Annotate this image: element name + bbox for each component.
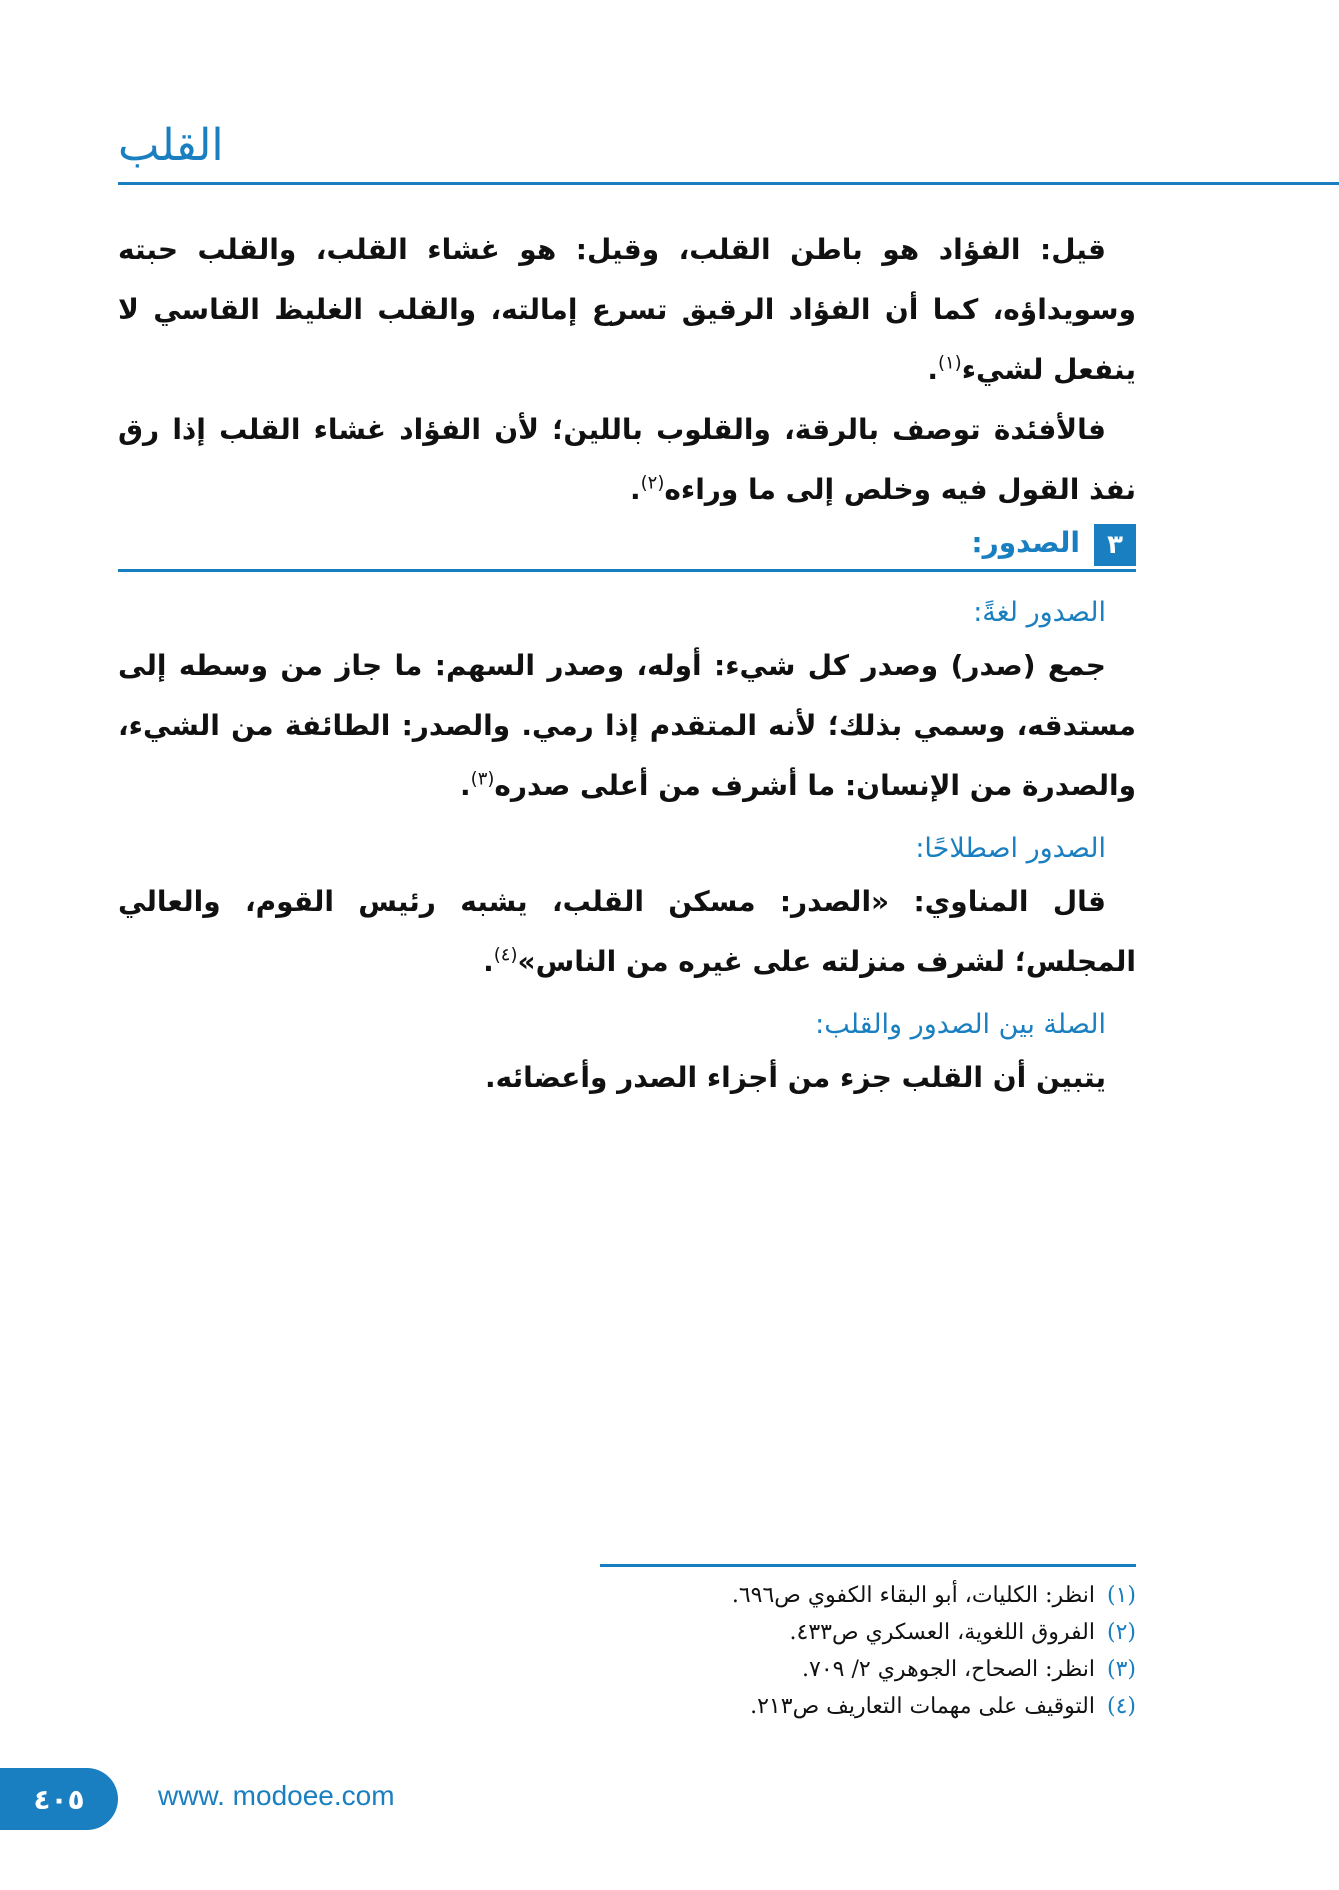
- footnote-text: التوقيف على مهمات التعاريف ص٢١٣.: [750, 1694, 1095, 1719]
- section-rule: [118, 569, 1136, 572]
- page-title: القلب: [118, 120, 224, 171]
- paragraph-3: [118, 636, 1136, 816]
- main-content: [118, 220, 1136, 1108]
- subheading-relation: الصلة بين الصدور والقلب:: [815, 1009, 1106, 1040]
- period: .: [460, 769, 471, 802]
- period: .: [927, 353, 938, 386]
- section-title: الصدور:: [971, 526, 1080, 559]
- footnote-number: (٤): [1106, 1694, 1136, 1719]
- paragraph-2-text: فالأفئدة توصف بالرقة، والقلوب باللين؛ لأن الفؤاد غشاء القلب إذا رق نفذ القول فيه وخلص إلى ما وراءه: [118, 413, 1136, 506]
- subheading-lang: الصدور لغةً:: [973, 597, 1106, 628]
- paragraph-3-text: جمع (صدر) وصدر كل شيء: أوله، وصدر السهم: ما جاز من وسطه إلى مستدقه، وسمي بذلك؛ لأنه المتقدم إذا رمي. والصدر: الطائفة من الشيء، والصدرة من الإنسان: ما أشرف من أعلى صدره: [118, 649, 1136, 802]
- footnote-ref-3[interactable]: (٣): [470, 768, 495, 790]
- paragraph-4-text: قال المناوي: «الصدر: مسكن القلب، يشبه رئيس القوم، والعالي المجلس؛ لشرف منزلته على غيره من الناس»: [118, 885, 1136, 978]
- page-number-badge: ٤٠٥: [0, 1768, 118, 1830]
- footnote-item: [600, 1651, 1136, 1688]
- paragraph-1: [118, 220, 1136, 400]
- footnote-item: [600, 1577, 1136, 1614]
- paragraph-5: يتبين أن القلب جزء من أجزاء الصدر وأعضائه.: [485, 1061, 1106, 1094]
- footnotes-rule: [600, 1564, 1136, 1567]
- paragraph-1-text: قيل: الفؤاد هو باطن القلب، وقيل: هو غشاء القلب، والقلب حبته وسويداؤه، كما أن الفؤاد الرقيق تسرع إمالته، والقلب الغليظ القاسي لا ينفعل لشيء: [118, 233, 1136, 386]
- footnote-text: الفروق اللغوية، العسكري ص٤٣٣.: [789, 1620, 1095, 1645]
- section-heading: [118, 524, 1136, 572]
- footnote-number: (٢): [1106, 1620, 1136, 1645]
- period: .: [629, 473, 641, 506]
- footnote-text: انظر: الصحاح، الجوهري ٢/ ٧٠٩.: [802, 1657, 1095, 1682]
- subheading-term: الصدور اصطلاحًا:: [915, 833, 1106, 864]
- footnote-ref-2[interactable]: (٢): [640, 472, 665, 494]
- period: .: [483, 945, 494, 978]
- footnote-ref-4[interactable]: (٤): [493, 944, 518, 966]
- section-number: ٣: [1094, 524, 1136, 566]
- footnotes: [600, 1564, 1136, 1725]
- footnote-text: انظر: الكليات، أبو البقاء الكفوي ص٦٩٦.: [731, 1583, 1095, 1608]
- footnote-number: (١): [1106, 1583, 1136, 1608]
- header-rule: [118, 182, 1339, 185]
- website-link[interactable]: www. modoee.com: [158, 1780, 395, 1811]
- footnote-number: (٣): [1106, 1657, 1136, 1682]
- footnote-ref-1[interactable]: (١): [937, 352, 962, 374]
- footnote-item: [600, 1614, 1136, 1651]
- paragraph-2: [118, 400, 1136, 520]
- footnote-item: [600, 1688, 1136, 1725]
- paragraph-4: [118, 872, 1136, 992]
